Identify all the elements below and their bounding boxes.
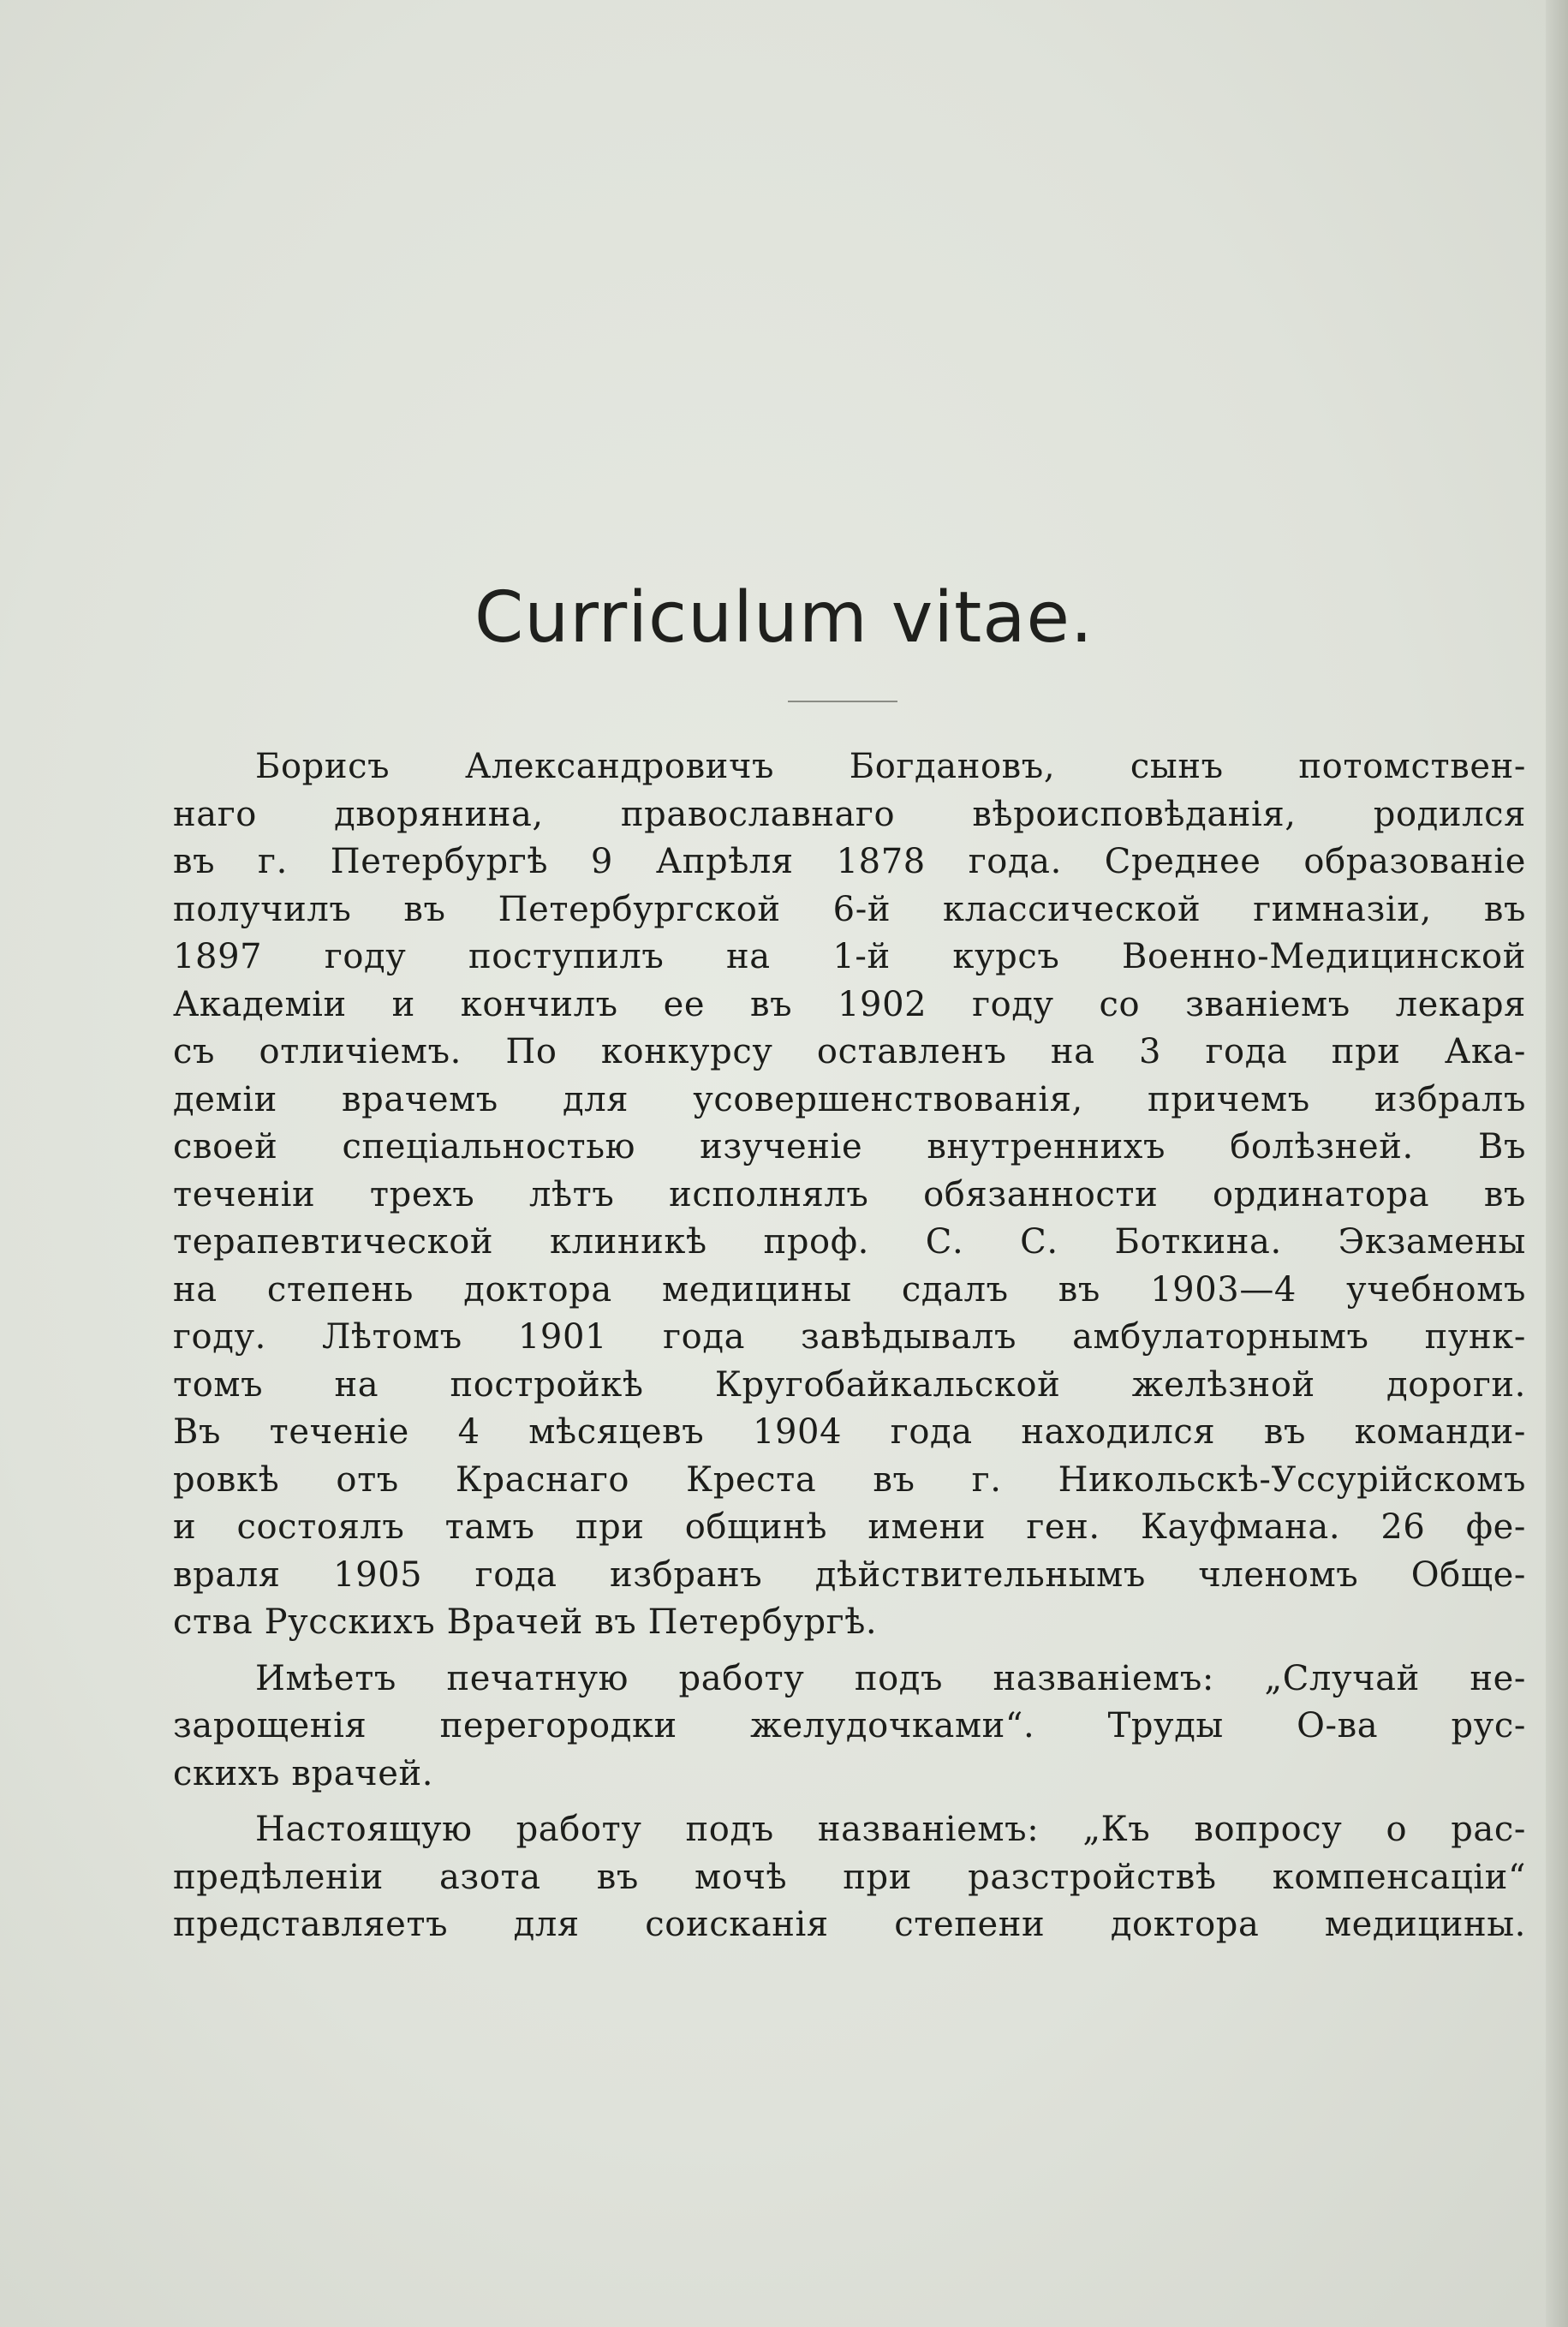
text-line: терапевтической клиникѣ проф. С. С. Боткина. Экзамены (173, 1222, 1526, 1262)
title-divider (788, 701, 897, 702)
text-line: съ отличіемъ. По конкурсу оставленъ на 3 года при Ака- (173, 1032, 1526, 1071)
text-line: предѣленіи азота въ мочѣ при разстройствѣ компенсаціи“ (173, 1857, 1526, 1897)
paragraph-gap (173, 1798, 1526, 1806)
text-line: наго дворянина, православнаго вѣроисповѣданія, родился (173, 794, 1526, 834)
text-line: Имѣетъ печатную работу подъ названіемъ: „Случай не- (255, 1658, 1526, 1698)
text-line: своей спеціальностью изученіе внутреннихъ болѣзней. Въ (173, 1127, 1526, 1166)
paragraph-publications (173, 1656, 1526, 1799)
text-line: Борисъ Александровичъ Богдановъ, сынъ потомствен- (255, 747, 1526, 786)
text-line: Академіи и кончилъ ее въ 1902 году со званіемъ лекаря (173, 984, 1526, 1024)
text-line: ровкѣ отъ Краснаго Креста въ г. Никольскѣ-Уссурійскомъ (173, 1459, 1526, 1500)
paragraph-gap (173, 1647, 1526, 1656)
text-line: теченіи трехъ лѣтъ исполнялъ обязанности ординатора въ (173, 1174, 1526, 1214)
text-line: скихъ врачей. (173, 1753, 434, 1793)
page-title: Curriculum vitae. (474, 577, 1094, 659)
text-line: на степень доктора медицины сдалъ въ 1903—4 учебномъ (173, 1269, 1526, 1310)
page-edge-shadow (1546, 0, 1568, 2327)
text-line: въ г. Петербургѣ 9 Апрѣля 1878 года. Среднее образованіе (173, 842, 1526, 881)
text-line: зарощенія перегородки желудочками“. Труды О-ва рус- (173, 1706, 1526, 1745)
text-line: представляетъ для соисканія степени доктора медицины. (173, 1905, 1526, 1944)
text-line: и состоялъ тамъ при общинѣ имени ген. Кауфмана. 26 фе- (173, 1507, 1526, 1547)
body-text (173, 743, 1526, 1949)
text-line: 1897 году поступилъ на 1-й курсъ Военно-Медицинской (173, 937, 1526, 976)
text-line: враля 1905 года избранъ дѣйствительнымъ членомъ Обще- (173, 1554, 1526, 1595)
text-line: томъ на постройкѣ Кругобайкальской желѣзной дороги. (173, 1364, 1526, 1405)
text-line: ства Русскихъ Врачей въ Петербургѣ. (173, 1602, 878, 1642)
text-line: получилъ въ Петербургской 6-й классической гимназіи, въ (173, 889, 1526, 929)
text-line: году. Лѣтомъ 1901 года завѣдывалъ амбулаторнымъ пунк- (173, 1317, 1526, 1357)
text-line: деміи врачемъ для усовершенствованія, причемъ избралъ (173, 1079, 1526, 1119)
paragraph-biography (173, 743, 1526, 1647)
text-line: Въ теченіе 4 мѣсяцевъ 1904 года находился въ команди- (173, 1412, 1526, 1452)
text-line: Настоящую работу подъ названіемъ: „Къ вопросу о рас- (255, 1810, 1526, 1849)
paragraph-dissertation (173, 1806, 1526, 1949)
